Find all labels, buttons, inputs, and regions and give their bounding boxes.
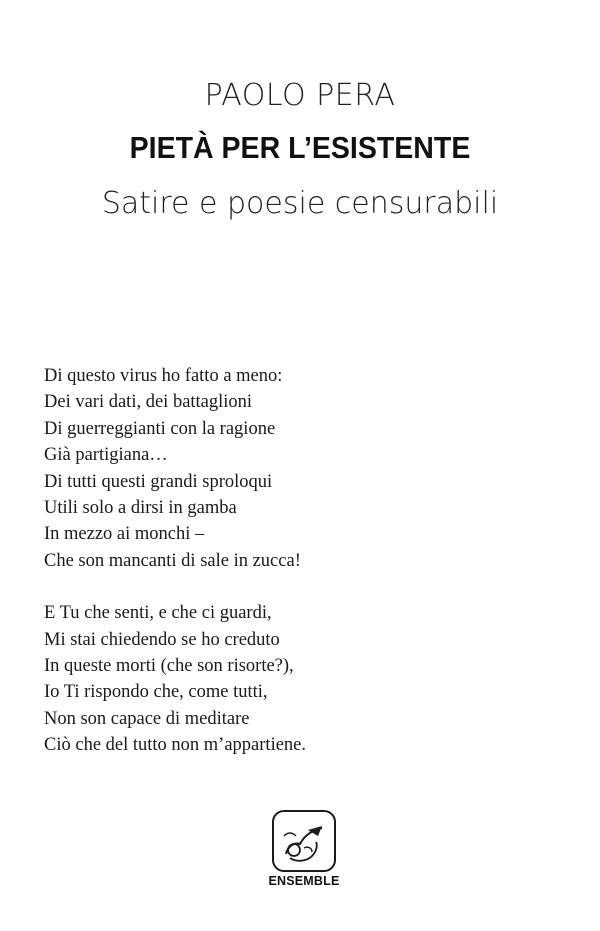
poem-line: In mezzo ai monchi – bbox=[44, 524, 205, 545]
poem-stanza-1 bbox=[44, 363, 564, 574]
poem-line: Di tutti questi grandi sproloqui bbox=[44, 471, 273, 492]
ensemble-logo-icon bbox=[272, 810, 336, 872]
poem-line: Non son capace di meditare bbox=[44, 708, 250, 729]
publisher-name: ENSEMBLE bbox=[268, 874, 340, 888]
book-subtitle: Satire e poesie censurabili bbox=[101, 186, 499, 221]
poem-line: In queste morti (che son risorte?), bbox=[44, 656, 294, 677]
author-name: PAOLO PERA bbox=[204, 78, 396, 113]
poem-line: Utili solo a dirsi in gamba bbox=[44, 498, 237, 519]
poem-line: Che son mancanti di sale in zucca! bbox=[44, 550, 301, 571]
poem-line: Di questo virus ho fatto a meno: bbox=[44, 366, 283, 386]
poem-line: E Tu che senti, e che ci guardi, bbox=[44, 603, 272, 624]
logo-drawing bbox=[278, 816, 330, 866]
poem-line: Già partigiana… bbox=[44, 445, 168, 466]
poem-line: Ciò che del tutto non m’appartiene. bbox=[44, 735, 307, 756]
book-title: PIETÀ PER L’ESISTENTE bbox=[129, 130, 471, 165]
poem-line: Mi stai chiedendo se ho creduto bbox=[44, 629, 280, 650]
poem-line: Dei vari dati, dei battaglioni bbox=[44, 392, 253, 413]
poem bbox=[44, 363, 564, 785]
poem-line: Di guerreggianti con la ragione bbox=[44, 418, 276, 439]
poem-stanza-2 bbox=[44, 600, 564, 758]
poem-line: Io Ti rispondo che, come tutti, bbox=[44, 682, 268, 703]
